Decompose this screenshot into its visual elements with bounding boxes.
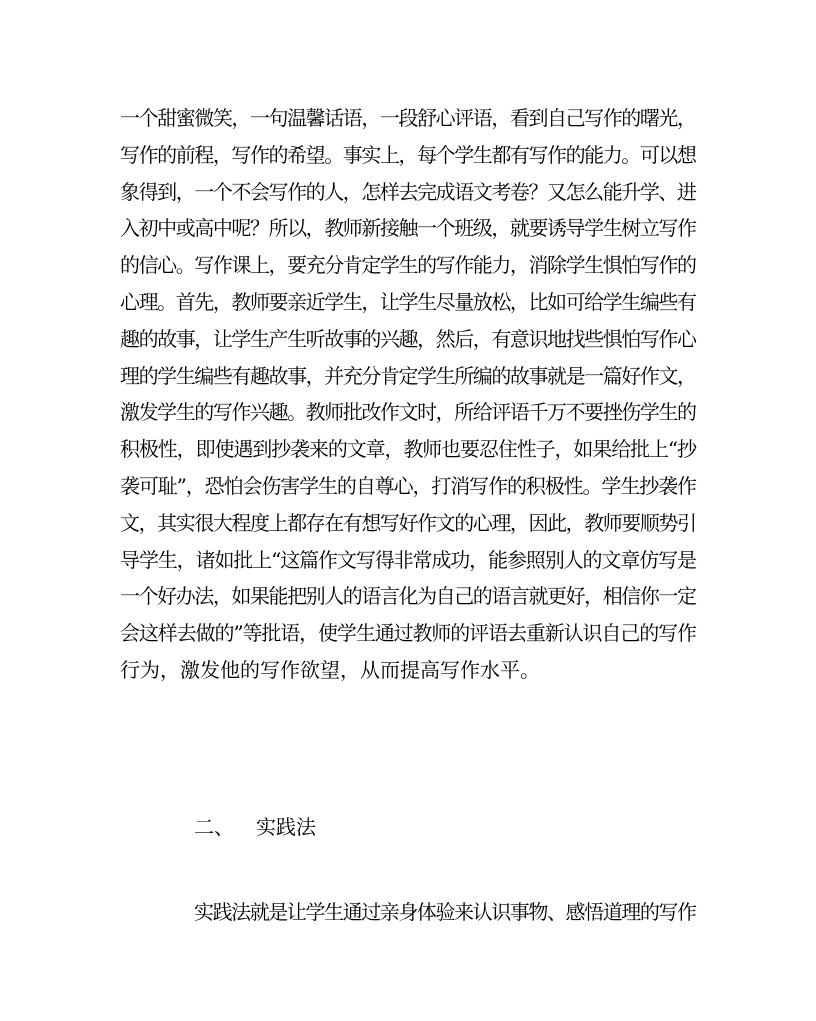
paragraph-line: 趣的故事，让学生产生听故事的兴趣，然后，有意识地找些惧怕写作心 bbox=[120, 326, 696, 351]
paragraph-line: 的信心。写作课上，要充分肯定学生的写作能力，消除学生惧怕写作的 bbox=[120, 253, 696, 278]
paragraph-line: 象得到，一个不会写作的人，怎样去完成语文考卷？又怎么能升学、进 bbox=[120, 179, 696, 204]
paragraph-line: 写作的前程，写作的希望。事实上，每个学生都有写作的能力。可以想 bbox=[120, 142, 696, 167]
section-number: 二、 bbox=[194, 815, 234, 839]
section-title: 实践法 bbox=[256, 815, 316, 839]
paragraph-line: 会这样去做的”等批语，使学生通过教师的评语去重新认识自己的写作 bbox=[120, 621, 696, 646]
section-heading bbox=[194, 815, 316, 839]
paragraph-line: 行为，激发他的写作欲望，从而提高写作水平。 bbox=[120, 658, 540, 682]
paragraph-line: 积极性，即使遇到抄袭来的文章，教师也要忍住性子，如果给批上“抄 bbox=[120, 437, 696, 462]
paragraph-line: 入初中或高中呢？所以，教师新接触一个班级，就要诱导学生树立写作 bbox=[120, 216, 696, 241]
paragraph-line: 激发学生的写作兴趣。教师批改作文时，所给评语千万不要挫伤学生的 bbox=[120, 400, 696, 425]
paragraph-line: 心理。首先，教师要亲近学生，让学生尽量放松，比如可给学生编些有 bbox=[120, 290, 696, 314]
paragraph-line: 袭可耻”，恐怕会伤害学生的自尊心，打消写作的积极性。学生抄袭作 bbox=[120, 474, 696, 498]
paragraph-line: 一个甜蜜微笑，一句温馨话语，一段舒心评语，看到自己写作的曙光， bbox=[120, 106, 696, 130]
paragraph-line: 导学生，诸如批上“这篇作文写得非常成功，能参照别人的文章仿写是 bbox=[120, 547, 696, 572]
paragraph-line: 一个好办法，如果能把别人的语言化为自己的语言就更好，相信你一定 bbox=[120, 584, 696, 609]
paragraph-line: 文，其实很大程度上都存在有想写好作文的心理，因此，教师要顺势引 bbox=[120, 510, 696, 535]
paragraph-first-line: 实践法就是让学生通过亲身体验来认识事物、感悟道理的写作 bbox=[194, 900, 696, 924]
paragraph-line: 理的学生编些有趣故事，并充分肯定学生所编的故事就是一篇好作文， bbox=[120, 363, 696, 388]
